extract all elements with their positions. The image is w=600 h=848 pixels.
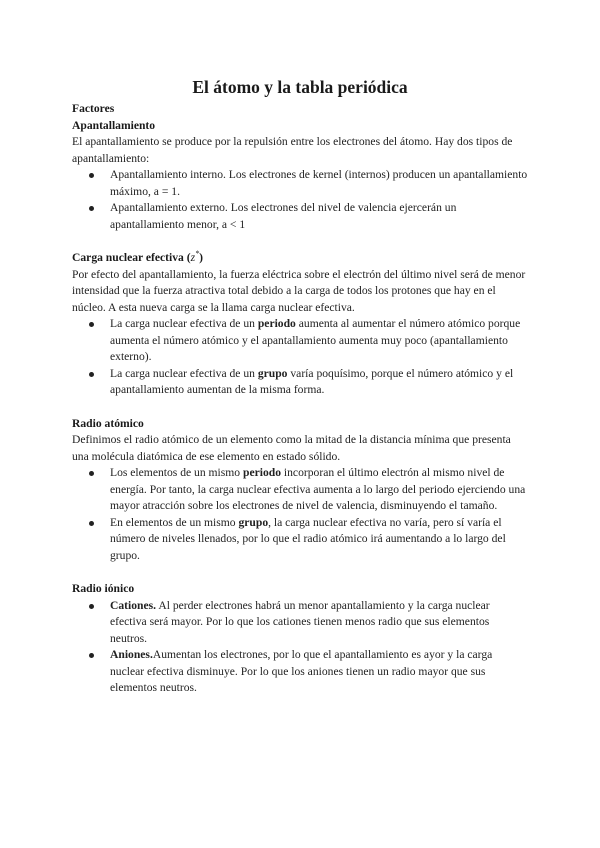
list-item: Apantallamiento externo. Los electrones del nivel de valencia ejercerán un apantallamiento menor, a < 1 [110, 200, 528, 233]
list-item [110, 465, 528, 515]
list-item [110, 366, 528, 399]
text: La carga nuclear efectiva de un [110, 317, 258, 330]
section-heading-factores: Factores [72, 102, 115, 115]
text: Aumentan los electrones, por lo que el apantallamiento es ayor y la carga nuclear efectiva disminuye. Por lo que los aniones tienen un radio mayor que sus elementos neutros. [110, 648, 493, 694]
carga-nuclear-intro: Por efecto del apantallamiento, la fuerza eléctrica sobre el electrón del último nivel será de menor intensidad que la fuerza atractiva total debido a la carga de todos los protones que hay en el núcleo. A esta nueva carga se la llama carga nuclear efectiva. [72, 267, 526, 314]
text: , la carga nuclear efectiva no varía, pero sí varía el número de niveles llenados, por lo que el radio atómico irá aumentando a lo largo del grupo. [110, 515, 506, 562]
text: aumenta al aumentar el número atómico porque aumenta el número atómico y el apantallamiento aumenta muy poco (apantallamiento externo). [110, 317, 521, 363]
radio-atomico-list [72, 465, 528, 564]
radio-ionico-list [72, 598, 528, 697]
text: incorporan el último electrón al mismo nivel de energía. Por tanto, la carga nuclear efectiva aumenta a lo largo del periodo ejerciendo una mayor atracción sobre los electrones de nivel de valencia, disminuyendo el tamaño. [110, 466, 526, 512]
list-item [110, 647, 528, 697]
zeff-superscript: * [195, 249, 200, 259]
bold-term: periodo [243, 466, 282, 479]
subsection-heading-apantallamiento: Apantallamiento [72, 118, 156, 132]
list-item: Apantallamiento interno. Los electrones de kernel (internos) producen un apantallamiento máximo, a = 1. [110, 167, 528, 200]
zeff-letter: z [190, 251, 196, 264]
list-item [110, 316, 528, 366]
apantallamiento-intro: El apantallamiento se produce por la repulsión entre los electrones del átomo. Hay dos tipos de apantallamiento: [72, 135, 513, 165]
section-heading-radio-atomico: Radio atómico [72, 416, 144, 430]
section-heading-radio-ionico: Radio iónico [72, 582, 135, 595]
text: En elementos de un mismo [110, 515, 239, 529]
apantallamiento-list [72, 167, 528, 233]
bold-term: periodo [257, 317, 296, 330]
subsection-heading-carga-nuclear [72, 250, 528, 267]
bold-term: grupo [238, 515, 269, 529]
page-title: El átomo y la tabla periódica [192, 77, 408, 97]
list-item [110, 515, 528, 565]
carga-nuclear-list [72, 316, 528, 399]
text: varía poquísimo, porque el número atómico y el apantallamiento aumentan de la misma forma. [110, 366, 514, 396]
bold-term: grupo [257, 366, 288, 380]
heading-text-end: ) [199, 251, 203, 264]
heading-text: Carga nuclear efectiva ( [72, 251, 191, 264]
text: La carga nuclear efectiva de un [110, 366, 258, 380]
bold-term: Cationes. [110, 598, 157, 612]
bold-term: Aniones. [110, 648, 153, 661]
zeff-symbol [191, 251, 200, 264]
text: Los elementos de un mismo [110, 466, 243, 479]
list-item [110, 598, 528, 648]
text: Al perder electrones habrá un menor apantallamiento y la carga nuclear efectiva será mayor. Por lo que los cationes tienen menos radio que sus elementos neutros. [110, 598, 490, 645]
radio-atomico-intro: Definimos el radio atómico de un elemento como la mitad de la distancia mínima que presenta una molécula diatómica de ese elemento en estado sólido. [72, 433, 511, 463]
